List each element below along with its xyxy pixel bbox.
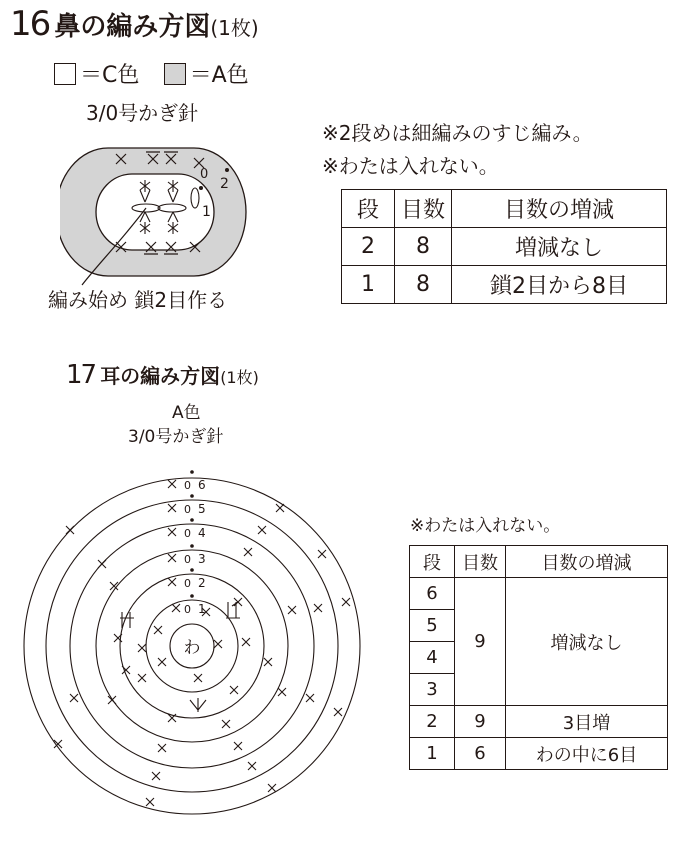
section16-title: 鼻の編み方図 (54, 12, 211, 42)
section16-table (341, 189, 667, 304)
ear-round-label-2: 2 (198, 576, 206, 590)
table-row (410, 738, 668, 770)
section16-quantity: (1枚) (210, 16, 259, 40)
start-label: 編み始め 鎖2目作る (48, 288, 228, 312)
table-header-row (342, 190, 667, 228)
round-cell: 2 (342, 228, 395, 266)
ear-round-label-6: 6 (198, 478, 206, 492)
section16-number: 16 (10, 4, 50, 44)
nose-round-label-2: 2 (220, 176, 229, 192)
table-row (342, 266, 667, 304)
round-cell: 3 (410, 674, 455, 706)
nose-diagram (60, 130, 260, 310)
merged-change-cell: 増減なし (506, 578, 668, 706)
table-header-row (410, 546, 668, 578)
stitches-cell: 6 (455, 738, 506, 770)
section17-quantity: (1枚) (220, 368, 259, 387)
merged-stitches-cell: 9 (455, 578, 506, 706)
change-cell: 増減なし (452, 228, 667, 266)
table-row (342, 228, 667, 266)
svg-text:0: 0 (184, 553, 191, 566)
change-cell: 3目増 (506, 706, 668, 738)
header-round: 段 (410, 546, 455, 578)
stitches-cell: 8 (395, 266, 452, 304)
svg-text:0: 0 (184, 577, 191, 590)
section16-needle: 3/0号かぎ針 (86, 101, 199, 125)
table-row (410, 706, 668, 738)
header-stitches: 目数 (395, 190, 452, 228)
svg-text:0: 0 (184, 479, 191, 492)
header-change: 目数の増減 (452, 190, 667, 228)
section17-note: ※わたは入れない。 (410, 516, 561, 536)
nose-inner-round (96, 174, 214, 250)
change-cell: 鎖2目から8目 (452, 266, 667, 304)
change-cell: わの中に6目 (506, 738, 668, 770)
section16-note-2: ※わたは入れない。 (322, 154, 499, 178)
legend-swatch-c (54, 63, 76, 85)
round-cell: 1 (342, 266, 395, 304)
ear-round-label-5: 5 (198, 502, 206, 516)
header-stitches: 目数 (455, 546, 506, 578)
ear-round-label-3: 3 (198, 552, 206, 566)
table-row (410, 578, 668, 610)
round-cell: 4 (410, 642, 455, 674)
section17-header (66, 360, 259, 390)
svg-text:0: 0 (200, 167, 209, 182)
round-cell: 6 (410, 578, 455, 610)
round-cell: 1 (410, 738, 455, 770)
svg-text:0: 0 (184, 527, 191, 540)
section17-needle: 3/0号かぎ針 (128, 427, 224, 447)
section17-title: 耳の編み方図 (100, 364, 221, 388)
round-cell: 2 (410, 706, 455, 738)
section17-table (409, 545, 668, 770)
legend-label-a: ＝A色 (189, 63, 249, 88)
ear-round-label-4: 4 (198, 526, 206, 540)
legend-label-c: ＝C色 (80, 63, 140, 88)
section17-color: A色 (172, 403, 201, 423)
nose-round-label-1: 1 (202, 204, 211, 220)
section16-header (10, 4, 259, 44)
ear-diagram (18, 462, 366, 822)
magic-ring-label: わ (183, 638, 201, 658)
section16-note-1: ※2段めは細編みのすじ編み。 (322, 121, 593, 145)
stitches-cell: 9 (455, 706, 506, 738)
svg-text:0: 0 (184, 603, 191, 616)
color-legend (54, 58, 249, 89)
svg-text:0: 0 (184, 503, 191, 516)
round-cell: 5 (410, 610, 455, 642)
stitches-cell: 8 (395, 228, 452, 266)
section17-number: 17 (66, 360, 96, 390)
ear-round-label-1: 1 (198, 602, 206, 616)
header-round: 段 (342, 190, 395, 228)
header-change: 目数の増減 (506, 546, 668, 578)
legend-swatch-a (164, 63, 186, 85)
